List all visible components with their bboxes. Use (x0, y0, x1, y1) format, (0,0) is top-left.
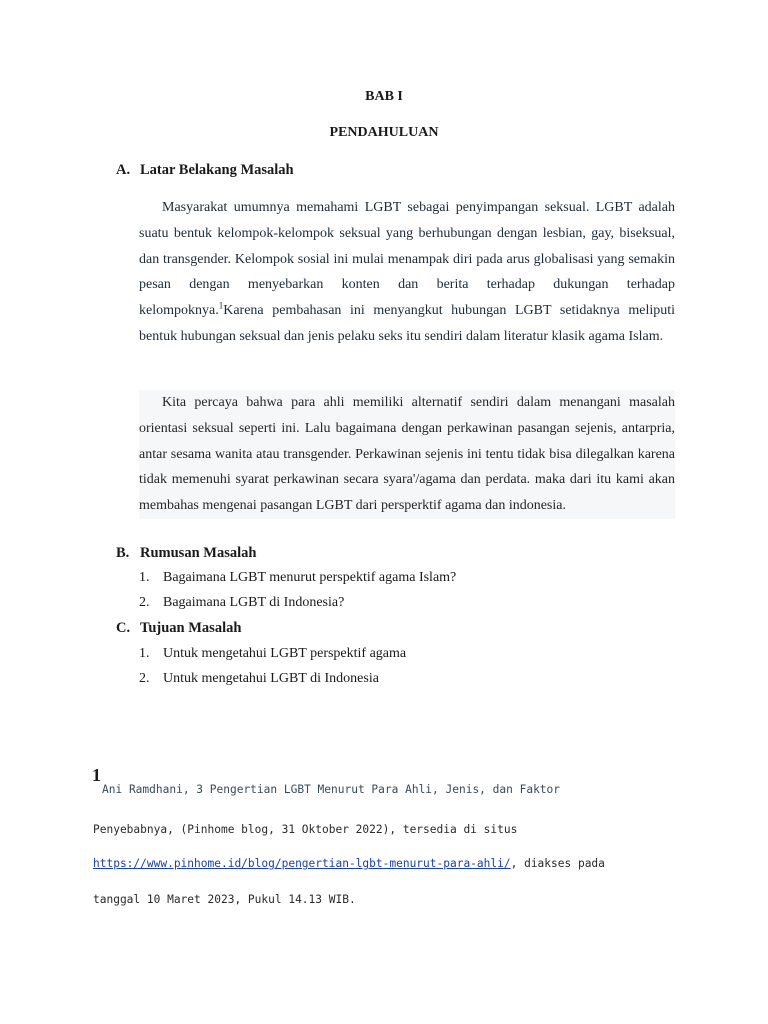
section-c-title: Tujuan Masalah (140, 620, 242, 636)
list-item-text: Untuk mengetahui LGBT perspektif agama (163, 646, 407, 661)
chapter-title: PENDAHULUAN (329, 125, 439, 140)
section-c-heading (116, 620, 241, 637)
section-b-title: Rumusan Masalah (140, 545, 257, 561)
list-item-number: 2. (139, 595, 150, 610)
background-paragraph-2 (139, 390, 675, 519)
section-b-heading (116, 545, 256, 562)
chapter-number: BAB I (365, 89, 403, 104)
section-b-letter: B. (116, 545, 130, 561)
list-item (139, 671, 379, 687)
list-item-text: Bagaimana LGBT menurut perspektif agama Islam? (163, 570, 457, 585)
paragraph-2-text: Kita percaya bahwa para ahli memiliki alternatif sendiri dalam menangani masalah orientasi seksual seperti ini. Lalu bagaimana dengan perkawinan pasangan sejenis, antarpria, antar sesama wanita atau transgender. Perkawinan sejenis ini tentu tidak bisa dilegalkan karena tidak memenuhi syarat perkawinan secara syara'/agama dan perdata. maka dari itu kami akan membahas mengenai pasangan LGBT dari persperktif agama dan indonesia. (139, 395, 675, 514)
footnote-link[interactable]: https://www.pinhome.id/blog/pengertian-lgbt-menurut-para-ahli/ (93, 857, 511, 870)
list-item (139, 595, 344, 611)
footnote-line (93, 857, 605, 870)
paragraph-1-text: Masyarakat umumnya memahami LGBT sebagai penyimpangan seksual. LGBT adalah suatu bentuk kelompok-kelompok seksual yang berhubungan dengan lesbian, gay, biseksual, dan transgender. Kelompok sosial ini mulai menampak diri pada arus globalisasi yang semakin pesan dengan menyebarkan konten dan berita terhadap dukungan terhadap kelompoknya. (139, 200, 675, 319)
list-item-number: 1. (139, 646, 150, 661)
section-a-heading (116, 162, 294, 179)
section-a-letter: A. (116, 162, 131, 178)
footnote-line: Ani Ramdhani, 3 Pengertian LGBT Menurut Para Ahli, Jenis, dan Faktor (102, 783, 561, 796)
list-item-text: Untuk mengetahui LGBT di Indonesia (163, 671, 379, 686)
section-c-letter: C. (116, 620, 131, 636)
list-item-number: 2. (139, 671, 150, 686)
background-paragraph-1 (139, 195, 675, 350)
list-item-number: 1. (139, 570, 150, 585)
footnote-line: tanggal 10 Maret 2023, Pukul 14.13 WIB. (93, 893, 356, 906)
footnote-reference[interactable]: 1 (218, 300, 224, 311)
footnote-number: 1 (92, 765, 101, 785)
footnote-link-suffix: , diakses pada (510, 857, 605, 870)
list-item (139, 646, 406, 662)
footnote-line: Penyebabnya, (Pinhome blog, 31 Oktober 2022), tersedia di situs (93, 823, 518, 836)
paragraph-1-text-continued: Karena pembahasan ini menyangkut hubungan LGBT setidaknya meliputi bentuk hubungan seksual dan jenis pelaku seks itu sendiri dalam literatur klasik agama Islam. (139, 303, 675, 344)
section-a-title: Latar Belakang Masalah (140, 162, 294, 178)
list-item-text: Bagaimana LGBT di Indonesia? (163, 595, 345, 610)
list-item (139, 570, 456, 586)
